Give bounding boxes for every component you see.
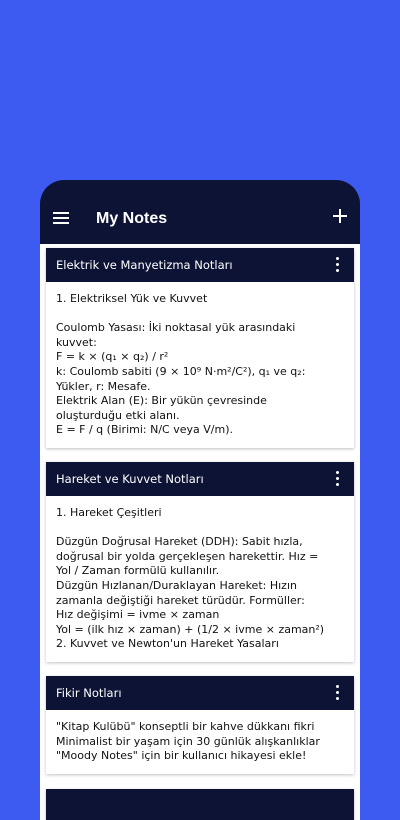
note-title: Elektrik ve Manyetizma Notları bbox=[56, 258, 233, 272]
note-line bbox=[56, 521, 344, 536]
note-card[interactable] bbox=[46, 248, 354, 448]
note-line: 1. Elektriksel Yük ve Kuvvet bbox=[56, 292, 208, 305]
note-content bbox=[46, 282, 354, 448]
note-line: Yükler, r: Mesafe. bbox=[56, 379, 151, 393]
note-content bbox=[46, 710, 354, 774]
note-line: 1. Hareket Çeşitleri bbox=[56, 506, 162, 519]
note-card[interactable] bbox=[46, 676, 354, 774]
note-line: Minimalist bir yaşam için 30 günlük alışkanlıklar bbox=[56, 734, 320, 748]
note-header bbox=[46, 789, 354, 820]
note-line: Coulomb Yasası: İki noktasal yük arasındaki bbox=[56, 321, 296, 335]
note-line: doğrusal bir yolda gerçekleşen harekettir. Hız = bbox=[56, 549, 319, 563]
note-line: "Moody Notes" için bir kullanıcı hikayesi ekle! bbox=[56, 749, 307, 763]
more-options-icon[interactable] bbox=[336, 257, 340, 273]
note-title: Hareket ve Kuvvet Notları bbox=[56, 472, 204, 486]
note-line: kuvvet: bbox=[56, 335, 97, 349]
note-header bbox=[46, 462, 354, 496]
note-line: oluşturduğu etki alanı. bbox=[56, 408, 180, 422]
note-line: zamanla değiştiği hareket türüdür. Formüller: bbox=[56, 593, 305, 607]
phone-frame bbox=[40, 180, 360, 820]
note-content bbox=[46, 496, 354, 662]
note-line: "Kitap Kulübü" konseptli bir kahve dükkanı fikri bbox=[56, 720, 315, 733]
note-line: E = F / q (Birimi: N/C veya V/m). bbox=[56, 423, 233, 437]
notes-list bbox=[40, 244, 360, 820]
app-title: My Notes bbox=[96, 210, 168, 227]
note-card[interactable] bbox=[46, 789, 354, 820]
hamburger-menu-icon[interactable] bbox=[53, 212, 69, 224]
note-line: Elektrik Alan (E): Bir yükün çevresinde bbox=[56, 394, 267, 408]
note-line: Düzgün Doğrusal Hareket (DDH): Sabit hızla, bbox=[56, 535, 303, 549]
note-title: Fikir Notları bbox=[56, 686, 122, 700]
note-card[interactable] bbox=[46, 462, 354, 662]
note-line: Yol / Zaman formülü kullanılır. bbox=[56, 564, 220, 578]
note-header bbox=[46, 676, 354, 710]
note-line: Düzgün Hızlanan/Duraklayan Hareket: Hızın bbox=[56, 578, 297, 592]
note-line: F = k × (q₁ × q₂) / r² bbox=[56, 350, 169, 364]
note-line: 2. Kuvvet ve Newton'un Hareket Yasaları bbox=[56, 637, 279, 651]
add-note-plus-icon[interactable] bbox=[332, 208, 348, 224]
note-line: Hız değişimi = ivme × zaman bbox=[56, 608, 220, 622]
more-options-icon[interactable] bbox=[336, 471, 340, 487]
more-options-icon[interactable] bbox=[336, 685, 340, 701]
note-line: Yol = (ilk hız × zaman) + (1/2 × ivme × zaman²) bbox=[56, 622, 325, 636]
note-line: k: Coulomb sabiti (9 × 10⁹ N·m²/C²), q₁ ve q₂: bbox=[56, 364, 306, 378]
note-header bbox=[46, 248, 354, 282]
app-bar bbox=[40, 180, 360, 244]
note-line bbox=[56, 307, 344, 322]
